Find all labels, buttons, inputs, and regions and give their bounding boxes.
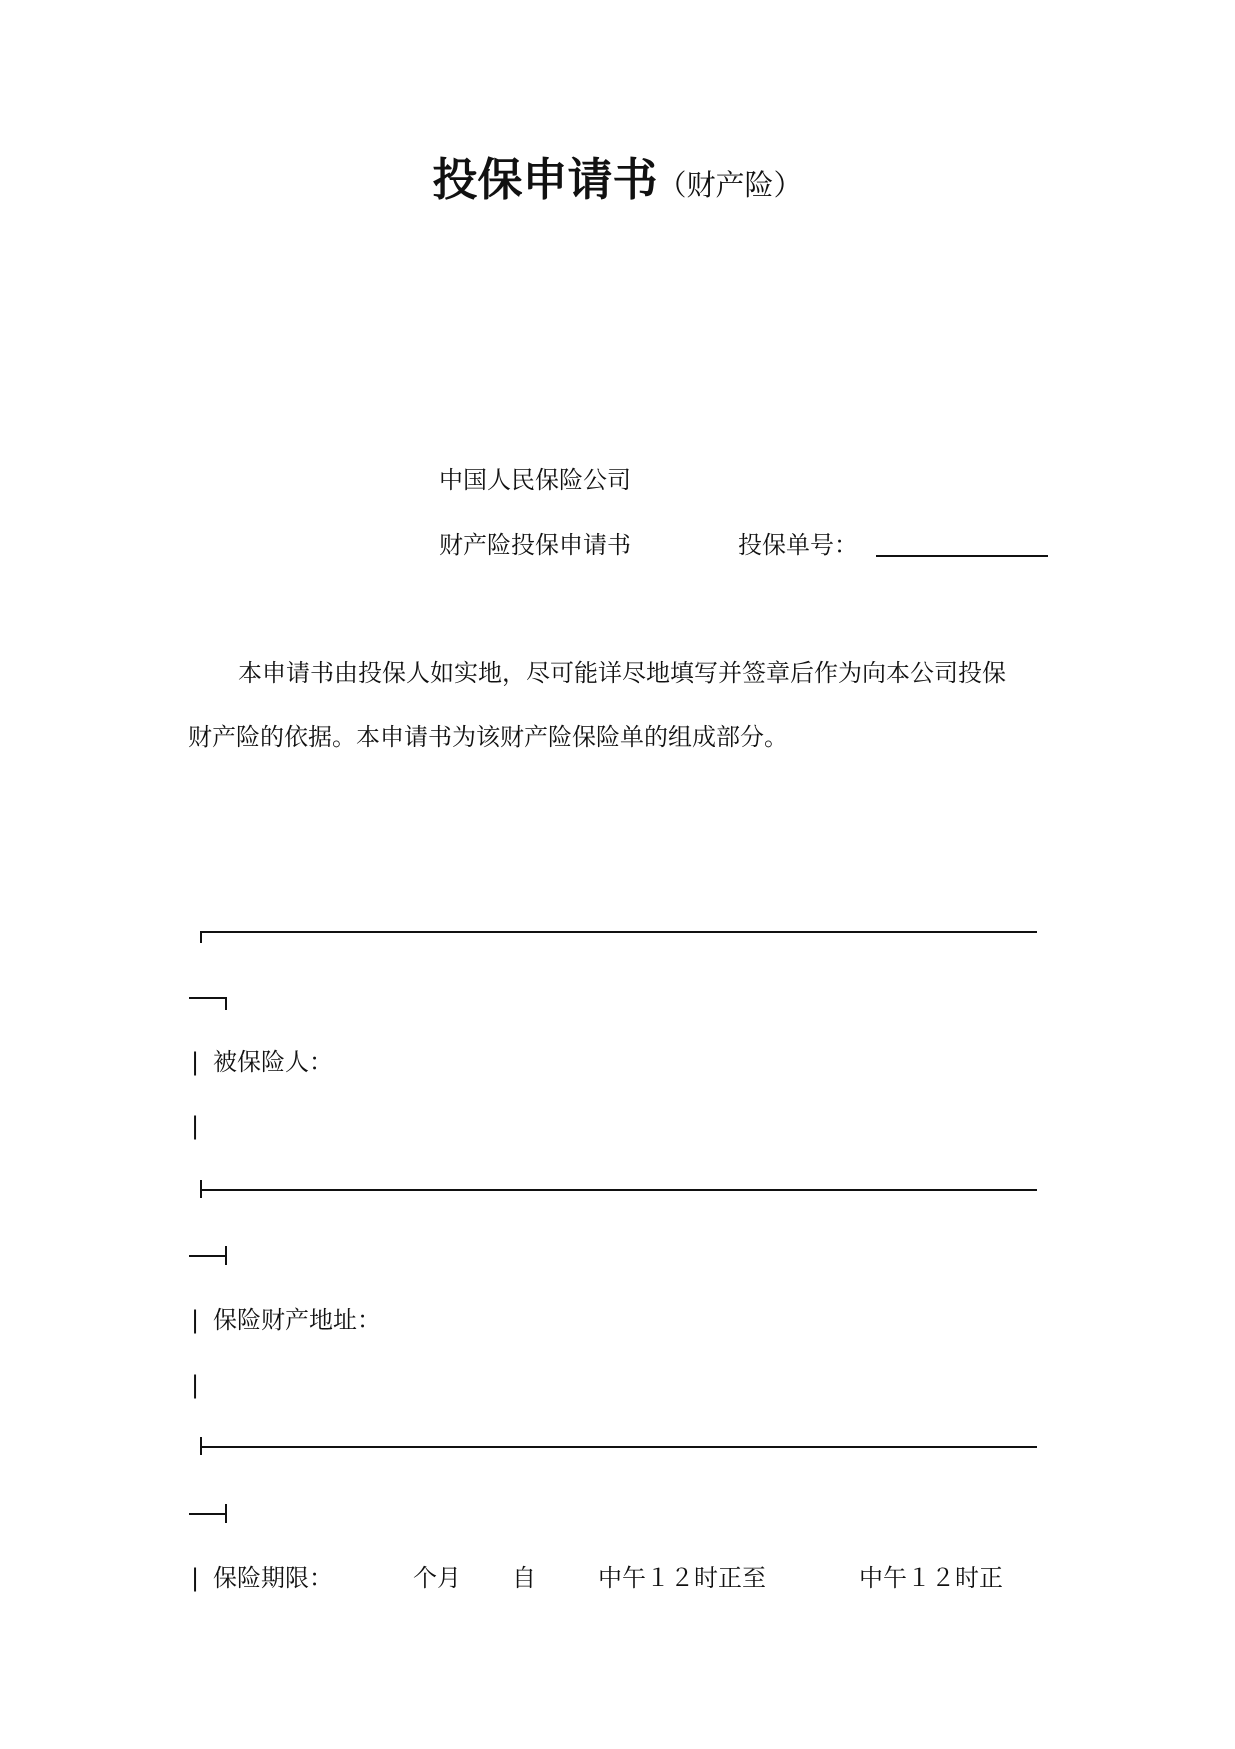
property-address-label: 保险财产地址：	[213, 1306, 381, 1334]
row-border-left: |	[191, 1112, 200, 1140]
insured-label: 被保险人：	[213, 1048, 333, 1076]
row-border-left: |	[191, 1048, 200, 1076]
period-end-noon: 中午１２时正	[859, 1564, 1003, 1592]
page-title	[0, 150, 1235, 220]
title-sub: （财产险）	[657, 168, 803, 202]
intro-line-1: 本申请书由投保人如实地，尽可能详尽地填写并签章后作为向本公司投保	[238, 659, 1006, 687]
policy-number-label: 投保单号：	[738, 531, 858, 559]
policy-number-field[interactable]	[876, 555, 1048, 557]
period-start-noon: 中午１２时正至	[598, 1564, 766, 1592]
row-border-left: |	[191, 1306, 200, 1334]
company-name: 中国人民保险公司	[439, 466, 631, 494]
row-border-left: |	[191, 1371, 200, 1399]
row-border-left: |	[191, 1564, 200, 1592]
intro-line-2: 财产险的依据。本申请书为该财产险保险单的组成部分。	[188, 723, 788, 751]
insurance-period-label: 保险期限：	[213, 1564, 333, 1592]
period-from: 自	[512, 1564, 536, 1592]
form-name: 财产险投保申请书	[439, 531, 631, 559]
period-months: 个月	[413, 1564, 461, 1592]
title-main: 投保申请书	[432, 153, 658, 206]
